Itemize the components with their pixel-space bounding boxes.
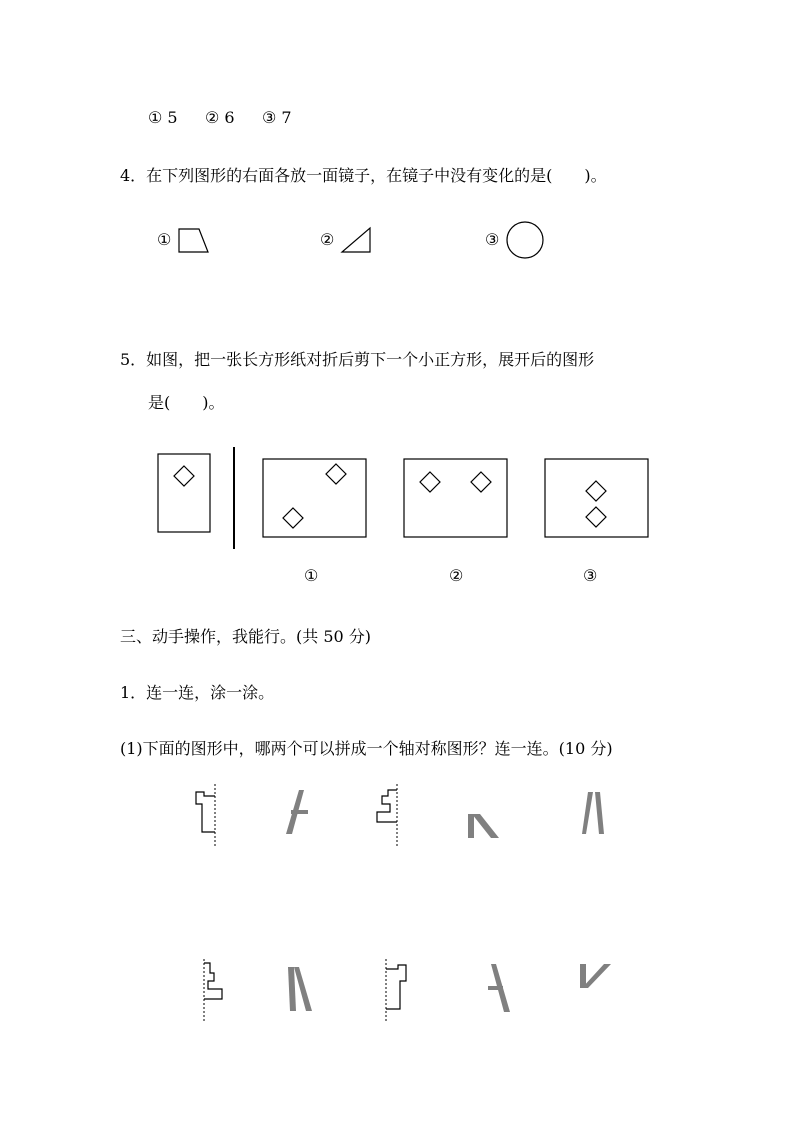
section3-q1-sub1: (1)下面的图形中，哪两个可以拼成一个轴对称图形？连一连。(10 分) xyxy=(120,739,613,758)
half-shape-shirt-right xyxy=(378,957,412,1023)
folded-paper-figure xyxy=(150,445,250,555)
half-shape-letter-k-top xyxy=(578,962,614,992)
q5-option-2-label: ② xyxy=(449,566,464,585)
q4-option-3-label: ③ xyxy=(485,230,500,249)
half-shape-letter-n-left xyxy=(582,790,608,838)
half-shape-letter-k-bottom xyxy=(466,812,502,840)
q3-option-3: ③ 7 xyxy=(262,108,292,127)
half-shape-letter-a-left xyxy=(284,790,312,840)
trapezoid-shape xyxy=(178,228,210,254)
q4-option-1-label: ① xyxy=(157,230,172,249)
section3-q1-title: 1．连一连，涂一涂。 xyxy=(120,683,275,702)
half-shape-steps-left xyxy=(372,782,406,848)
q4-question: 4．在下列图形的右面各放一面镜子，在镜子中没有变化的是( )。 xyxy=(120,166,607,185)
q5-option-2-figure xyxy=(403,458,509,540)
half-shape-letter-a-right xyxy=(486,964,514,1016)
q5-option-3-figure xyxy=(544,458,650,540)
q5-option-1-figure xyxy=(262,458,368,540)
section3-title: 三、动手操作，我能行。(共 50 分) xyxy=(120,627,372,646)
q3-option-1: ① 5 xyxy=(148,108,178,127)
q3-option-2: ② 6 xyxy=(205,108,235,127)
circle-shape xyxy=(506,221,546,261)
q4-option-2-label: ② xyxy=(320,230,335,249)
q5-question-line2: 是( )。 xyxy=(148,393,225,412)
half-shape-steps-right xyxy=(198,957,232,1023)
q5-question-line1: 5．如图，把一张长方形纸对折后剪下一个小正方形，展开后的图形 xyxy=(120,350,595,369)
half-shape-letter-n-right xyxy=(288,965,314,1013)
half-shape-shirt-left xyxy=(190,782,224,848)
q5-option-1-label: ① xyxy=(304,566,319,585)
q5-option-3-label: ③ xyxy=(583,566,598,585)
right-triangle-shape xyxy=(340,226,374,254)
